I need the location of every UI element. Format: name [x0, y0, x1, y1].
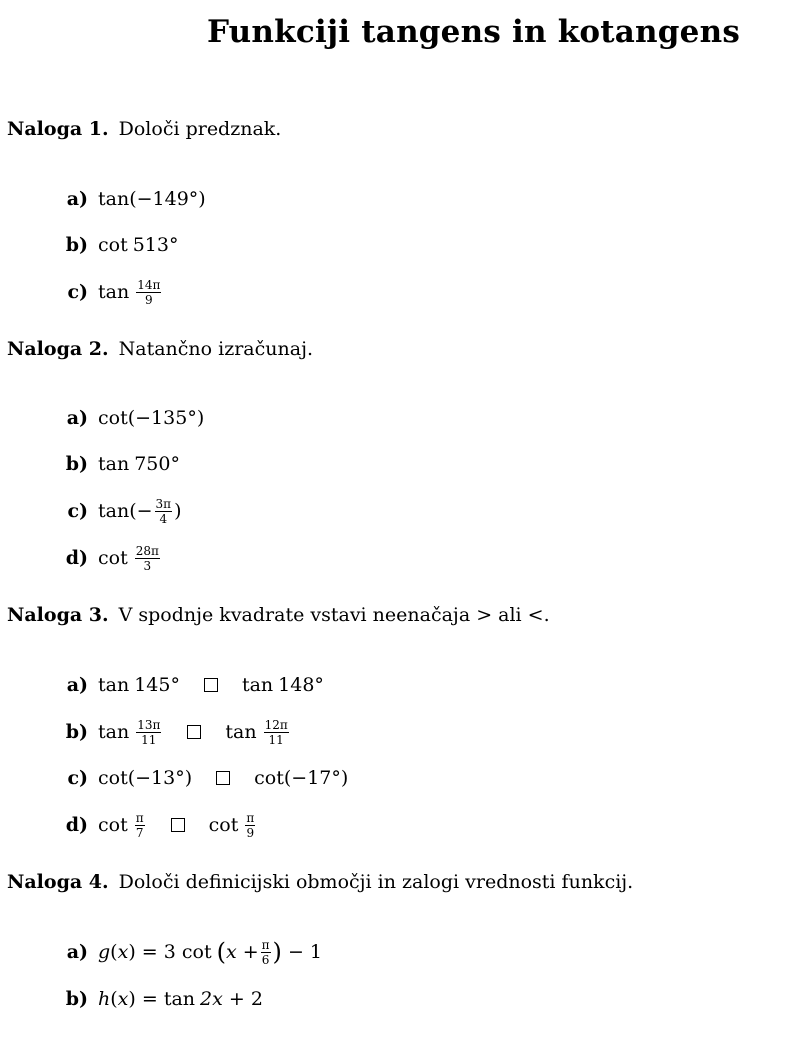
item-label: c) — [67, 500, 88, 522]
function-name: tan — [98, 188, 130, 210]
item-label: c) — [67, 281, 88, 303]
fraction: $\frac{\pi}{6}$ — [261, 937, 270, 967]
answer-box[interactable] — [204, 678, 218, 692]
fraction: $\frac{13\pi}{11}$ — [137, 717, 161, 747]
fraction: $\frac{3\pi}{4}$ — [155, 496, 172, 526]
answer-box[interactable] — [187, 725, 201, 739]
item-label: b) — [65, 453, 88, 475]
task-3-item-d: d) cot $\frac{\pi}{7}$ cot $\frac{\pi}{9}$ — [53, 810, 257, 840]
page-title: Funkciji tangens in kotangens — [207, 14, 740, 50]
function-argument: (−149°) — [129, 188, 206, 210]
task-1-item-b — [53, 230, 178, 260]
task-text: Natančno izračunaj. — [118, 338, 314, 360]
function-name: cot — [98, 234, 128, 256]
task-3-heading — [7, 604, 550, 626]
function-name: cot — [98, 547, 128, 569]
task-label: Naloga 1. — [7, 118, 109, 140]
task-1-item-c — [53, 277, 163, 307]
fraction: $\frac{\pi}{7}$ — [135, 810, 144, 840]
fraction: $\frac{12\pi}{11}$ — [264, 717, 288, 747]
function-name: tan — [98, 453, 130, 475]
function-name: tan — [98, 500, 130, 522]
function-name: cot — [98, 407, 128, 429]
item-label: b) — [65, 988, 88, 1010]
task-text: Določi definicijski območji in zalogi vrednosti funkcij. — [118, 871, 634, 893]
task-3-item-c: c) cot (−13°) cot (−17°) — [53, 763, 348, 793]
item-label: a) — [66, 941, 88, 963]
item-label: a) — [66, 188, 88, 210]
answer-box[interactable] — [171, 818, 185, 832]
task-4-item-b: b) h ( x ) = tan 2x + 2 — [53, 984, 263, 1014]
fraction: $\frac{14\pi}{9}$ — [137, 277, 161, 307]
task-4-heading — [7, 871, 633, 893]
item-label: d) — [65, 547, 88, 569]
item-label: b) — [65, 234, 88, 256]
item-label: a) — [66, 407, 88, 429]
task-4-item-a: a) g ( x ) = 3 cot ( x + $\frac{\pi}{6}$ ) − 1 — [53, 937, 322, 967]
item-label: d) — [65, 814, 88, 836]
task-1-heading — [7, 118, 281, 140]
task-text: V spodnje kvadrate vstavi neenačaja > ali <. — [118, 604, 550, 626]
function-argument: 750° — [134, 453, 180, 475]
task-2-item-c: c) tan (− $\frac{3\pi}{4}$ ) — [53, 496, 182, 526]
function-argument: (−135°) — [127, 407, 205, 429]
function-name: tan — [98, 281, 130, 303]
task-2-item-d — [53, 543, 162, 573]
task-2-item-a — [53, 403, 204, 433]
item-label: a) — [66, 674, 88, 696]
fraction: $\frac{28\pi}{3}$ — [135, 543, 159, 573]
task-3-item-b: b) tan $\frac{13\pi}{11}$ tan $\frac{12\pi}{11}$ — [53, 717, 291, 747]
task-label: Naloga 4. — [7, 871, 109, 893]
item-label: c) — [67, 767, 88, 789]
task-2-heading — [7, 338, 313, 360]
function-argument: 513° — [132, 234, 179, 256]
item-label: b) — [65, 721, 88, 743]
answer-box[interactable] — [216, 771, 230, 785]
task-1-item-a — [53, 184, 206, 214]
task-3-item-a: a) tan 145° tan 148° — [53, 670, 324, 700]
task-label: Naloga 3. — [7, 604, 109, 626]
task-2-item-b — [53, 449, 180, 479]
fraction: $\frac{\pi}{9}$ — [246, 810, 255, 840]
task-text: Določi predznak. — [118, 118, 282, 140]
task-label: Naloga 2. — [7, 338, 109, 360]
